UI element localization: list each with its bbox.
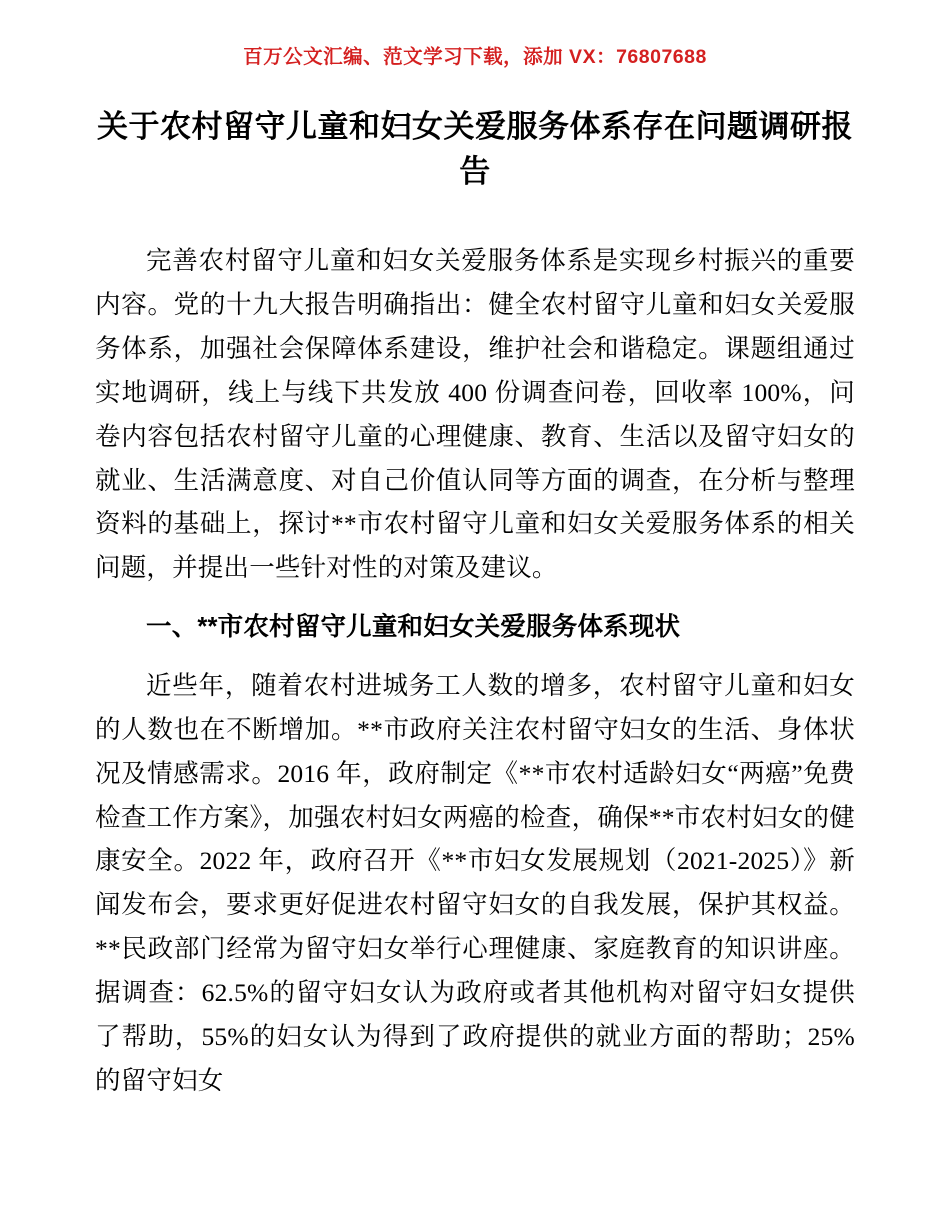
document-body: [95, 239, 855, 1102]
section-heading-1: 一、**市农村留守儿童和妇女关爱服务体系现状: [146, 613, 681, 642]
watermark-banner: 百万公文汇编、范文学习下载，添加 VX：76807688: [243, 46, 707, 68]
page-title: 关于农村留守儿童和妇女关爱服务体系存在问题调研报告: [97, 109, 853, 190]
section-1-paragraph: 近些年，随着农村进城务工人数的增多，农村留守儿童和妇女的人数也在不断增加。**市政府关注农村留守妇女的生活、身体状况及情感需求。2016 年，政府制定《**市农村适龄妇女“两癌”免费检查工作方案》，加强农村妇女两癌的检查，确保**市农村妇女的健康安全。2022 年，政府召开《**市妇女发展规划（2021-2025）》新闻发布会，要求更好促进农村留守妇女的自我发展，保护其权益。**民政部门经常为留守妇女举行心理健康、家庭教育的知识讲座。据调查：62.5%的留守妇女认为政府或者其他机构对留守妇女提供了帮助，55%的妇女认为得到了政府提供的就业方面的帮助；25%的留守妇女: [95, 671, 855, 1095]
intro-paragraph: 完善农村留守儿童和妇女关爱服务体系是实现乡村振兴的重要内容。党的十九大报告明确指出：健全农村留守儿童和妇女关爱服务体系，加强社会保障体系建设，维护社会和谐稳定。课题组通过实地调研，线上与线下共发放 400 份调查问卷，回收率 100%，问卷内容包括农村留守儿童的心理健康、教育、生活以及留守妇女的就业、生活满意度、对自己价值认同等方面的调查，在分析与整理资料的基础上，探讨**市农村留守儿童和妇女关爱服务体系的相关问题，并提出一些针对性的对策及建议。: [95, 246, 855, 583]
